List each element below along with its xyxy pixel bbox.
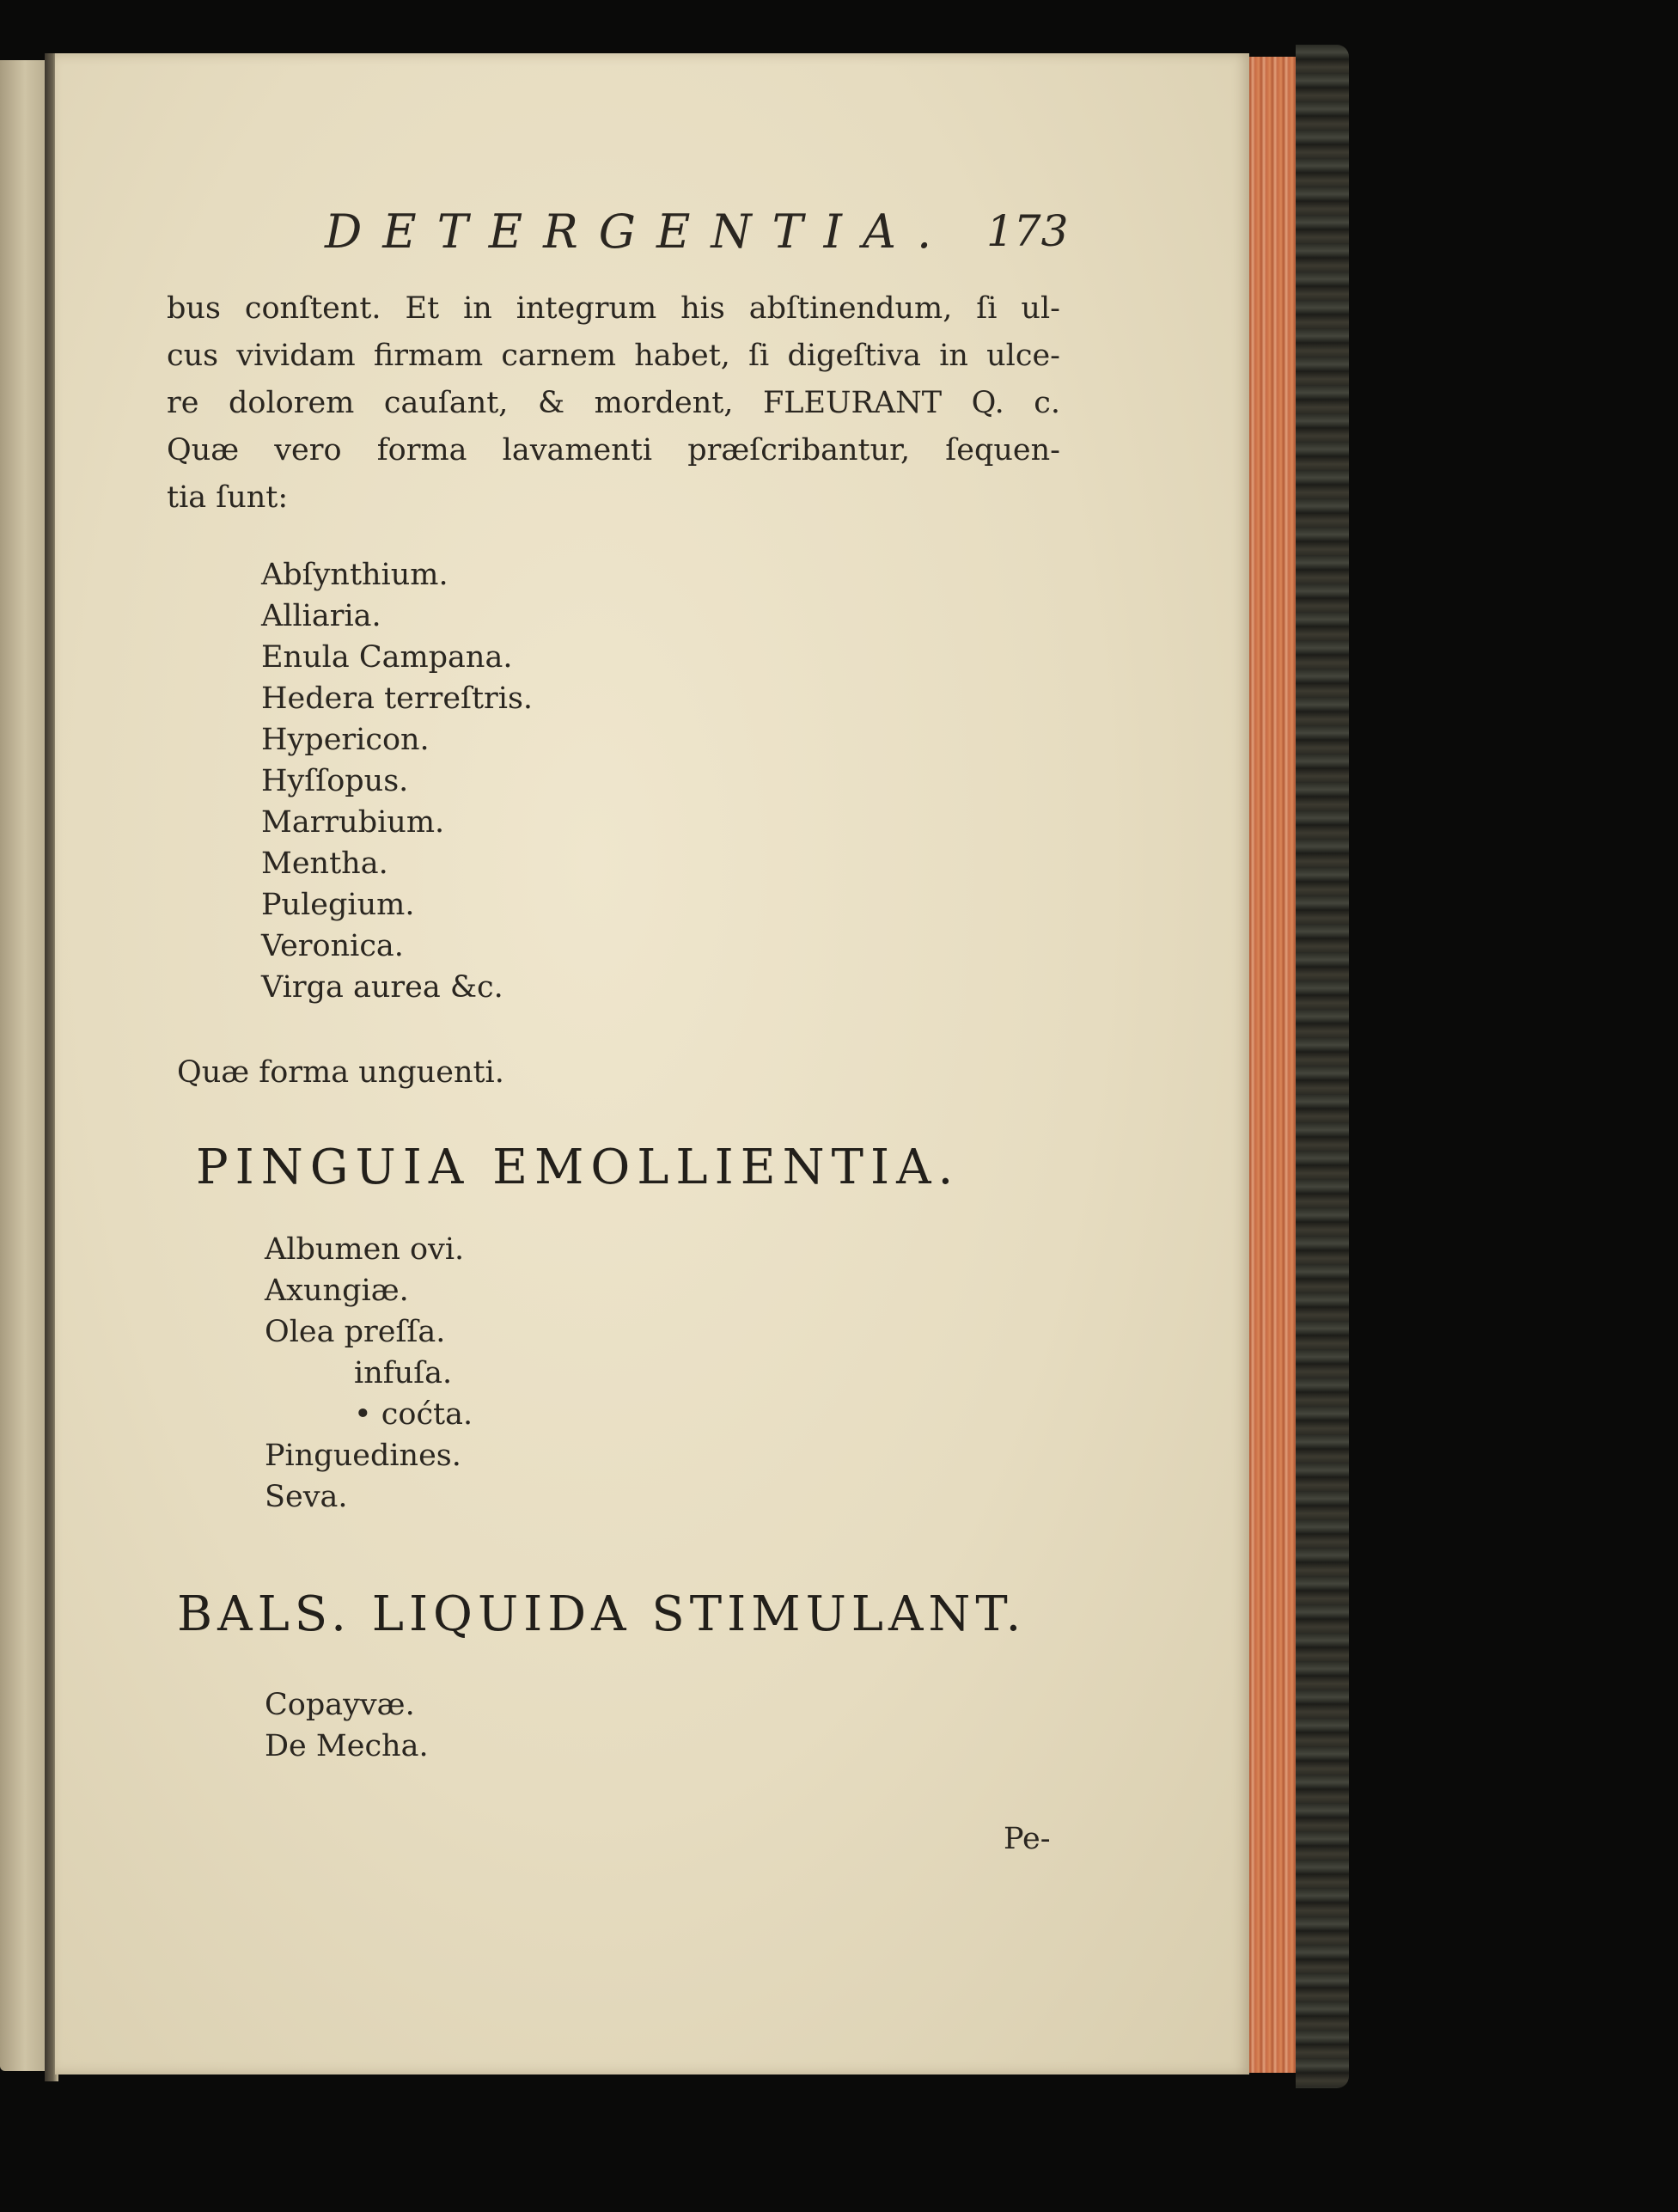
left-page-edge [0, 60, 50, 2071]
lavamenti-list [261, 554, 533, 1008]
list-item: Alliaria. [261, 599, 381, 633]
section-heading: BALS. LIQUIDA STIMULANT. [177, 1586, 1027, 1642]
page-number: 173 [986, 206, 1069, 256]
paragraph-line: Quæ vero forma lavamenti præſcribantur, ſequen- [167, 433, 1060, 467]
list-item: Marrubium. [261, 805, 445, 840]
list-item: Mentha. [261, 846, 388, 881]
paragraph-line: re dolorem cauſant, & mordent, FLEURANT Q. c. [167, 386, 1060, 420]
list-item: Copayvæ. [265, 1688, 415, 1722]
list-item: Virga aurea &c. [261, 970, 503, 1005]
section-heading: PINGUIA EMOLLIENTIA. [196, 1140, 961, 1195]
list-item: Abſynthium. [261, 558, 448, 592]
list-item: Veronica. [261, 929, 404, 963]
list-item: Albumen ovi. [265, 1232, 465, 1267]
list-item: Hypericon. [261, 723, 430, 757]
pinguia-list [265, 1229, 473, 1518]
catchword: Pe- [1004, 1822, 1051, 1856]
list-item: • coćta. [354, 1397, 473, 1432]
paragraph-line: cus vividam firmam carnem habet, ſi digeſtiva in ulce- [167, 339, 1060, 373]
balsam-list [265, 1684, 429, 1767]
book-cover [1296, 45, 1349, 2088]
list-trailer: Quæ forma unguenti. [177, 1055, 504, 1090]
list-item: Enula Campana. [261, 640, 513, 675]
list-item: Olea preſſa. [265, 1315, 446, 1349]
list-item: Hedera terreſtris. [261, 681, 534, 716]
list-item: Axungiæ. [265, 1274, 409, 1308]
list-item: Seva. [265, 1480, 348, 1514]
list-item: Hyſſopus. [261, 764, 409, 798]
paragraph-line: tia ſunt: [167, 480, 289, 515]
list-item: infuſa. [354, 1356, 453, 1390]
list-item: De Mecha. [265, 1729, 429, 1763]
list-item: Pinguedines. [265, 1439, 461, 1473]
paragraph-line: bus conſtent. Et in integrum his abſtinendum, ſi ul- [167, 291, 1060, 326]
list-item: Pulegium. [261, 888, 415, 922]
body-paragraph [167, 285, 1060, 522]
running-head: DETERGENTIA. [325, 205, 953, 259]
